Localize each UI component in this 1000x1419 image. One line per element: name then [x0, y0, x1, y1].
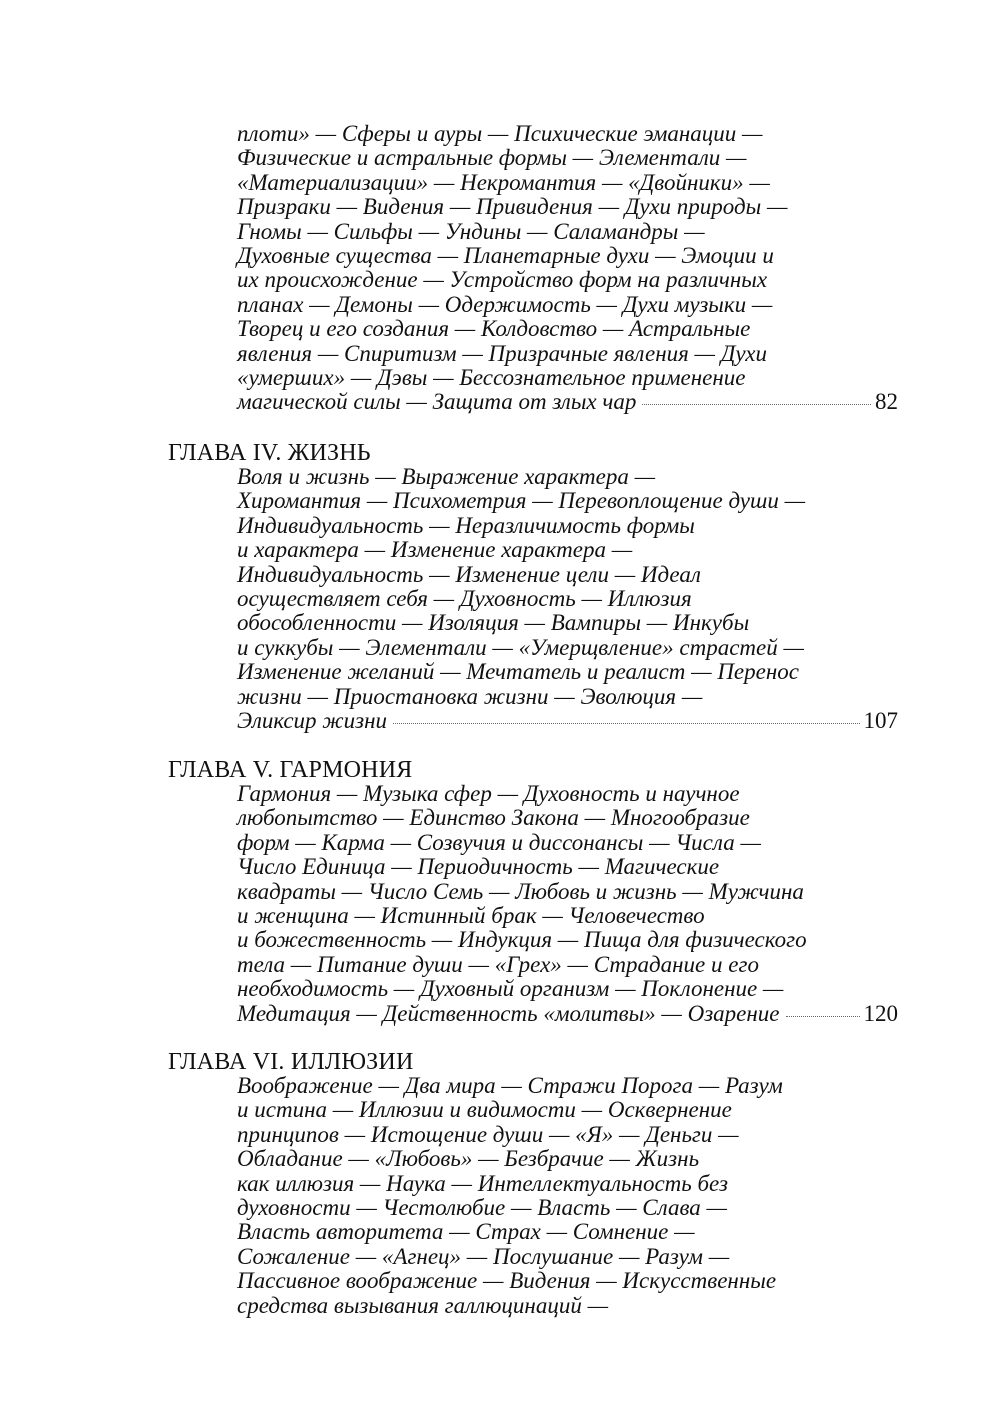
chapter-heading[interactable]: ГЛАВА V. ГАРМОНИЯ — [168, 757, 413, 783]
toc-line: плоти» — Сферы и ауры — Психические эманации — — [237, 121, 763, 146]
toc-line: и женщина — Истинный брак — Человечество — [237, 903, 705, 928]
chapter-heading[interactable]: ГЛАВА IV. ЖИЗНЬ — [168, 440, 371, 466]
dot-leader — [393, 723, 859, 724]
toc-line: обособленности — Изоляция — Вампиры — Инкубы — [237, 610, 750, 636]
toc-line: средства вызывания галлюцинаций — — [237, 1292, 609, 1318]
toc-line: явления — Спиритизм — Призрачные явления — Духи — [237, 340, 767, 366]
toc-line: Изменение желаний — Мечтатель и реалист — Перенос — [237, 659, 799, 685]
chapter-heading[interactable]: ГЛАВА VI. ИЛЛЮЗИИ — [168, 1049, 414, 1075]
toc-line: и истина — Иллюзии и видимости — Осквернение — [237, 1097, 732, 1123]
toc-line: необходимость — Духовный организм — Поклонение — — [237, 976, 784, 1002]
page-number: 82 — [875, 389, 898, 415]
dot-leader — [786, 1016, 860, 1017]
toc-line: магической силы — Защита от злых чар — [237, 389, 637, 415]
toc-line: «Материализации» — Некромантия — «Двойники» — — [237, 169, 770, 195]
toc-line: духовности — Честолюбие — Власть — Слава — — [237, 1195, 727, 1220]
toc-line: Индивидуальность — Изменение цели — Идеал — [237, 561, 701, 587]
toc-line: Воображение — Два мира — Стражи Порога — Разум — [237, 1073, 783, 1098]
toc-line: осуществляет себя — Духовность — Иллюзия — [237, 586, 692, 611]
toc-line: жизни — Приостановка жизни — Эволюция — — [237, 683, 703, 709]
toc-line: Хиромантия — Психометрия — Перевоплощение души — — [237, 488, 806, 514]
toc-entry-last-line[interactable] — [237, 1002, 898, 1026]
toc-line: Призраки — Видения — Привидения — Духи природы — — [237, 194, 788, 220]
toc-line: как иллюзия — Наука — Интеллектуальность без — [237, 1170, 728, 1196]
toc-line: и божественность — Индукция — Пища для физического — [237, 927, 807, 953]
toc-line: Обладание — «Любовь» — Безбрачие — Жизнь — [237, 1146, 700, 1172]
toc-line: Пассивное воображение — Видения — Искусственные — [237, 1268, 777, 1294]
toc-line: Духовные существа — Планетарные духи — Эмоции и — [237, 243, 774, 268]
toc-entry-last-line[interactable] — [237, 709, 898, 733]
toc-line: Физические и астральные формы — Элементали — — [237, 145, 747, 171]
page-number: 120 — [863, 1000, 898, 1026]
toc-line: планах — Демоны — Одержимость — Духи музыки — — [237, 291, 773, 317]
toc-line: Число Единица — Периодичность — Магические — [237, 854, 720, 880]
toc-line: Воля и жизнь — Выражение характера — — [237, 464, 656, 489]
toc-line: и суккубы — Элементали — «Умерщвление» страстей — — [237, 634, 804, 660]
toc-line: форм — Карма — Созвучия и диссонансы — Числа — — [237, 829, 761, 855]
toc-line: «умерших» — Дэвы — Бессознательное применение — [237, 365, 746, 390]
toc-line: Медитация — Действенность «молитвы» — Озарение — [237, 1000, 780, 1026]
toc-line: Гармония — Музыка сфер — Духовность и научное — [237, 781, 740, 806]
toc-line: Эликсир жизни — [237, 708, 388, 733]
toc-line: Творец и его создания — Колдовство — Астральные — [237, 316, 751, 342]
toc-line: квадраты — Число Семь — Любовь и жизнь — Мужчина — [237, 878, 804, 904]
toc-line: тела — Питание души — «Грех» — Страдание и его — [237, 951, 759, 977]
page-number: 107 — [863, 708, 898, 733]
toc-line: Сожаление — «Агнец» — Послушание — Разум — — [237, 1243, 730, 1269]
toc-line: Индивидуальность — Неразличимость формы — [237, 512, 695, 538]
toc-line: любопытство — Единство Закона — Многообразие — [237, 805, 750, 831]
toc-entry-last-line[interactable] — [237, 390, 898, 414]
toc-line: Власть авторитета — Страх — Сомнение — — [237, 1219, 695, 1245]
toc-line: и характера — Изменение характера — — [237, 537, 633, 563]
toc-line: Гномы — Сильфы — Ундины — Саламандры — — [237, 218, 705, 244]
toc-line: их происхождение — Устройство форм на различных — [237, 267, 768, 293]
toc-line: принципов — Истощение души — «Я» — Деньги — — [237, 1121, 739, 1147]
dot-leader — [642, 404, 871, 405]
